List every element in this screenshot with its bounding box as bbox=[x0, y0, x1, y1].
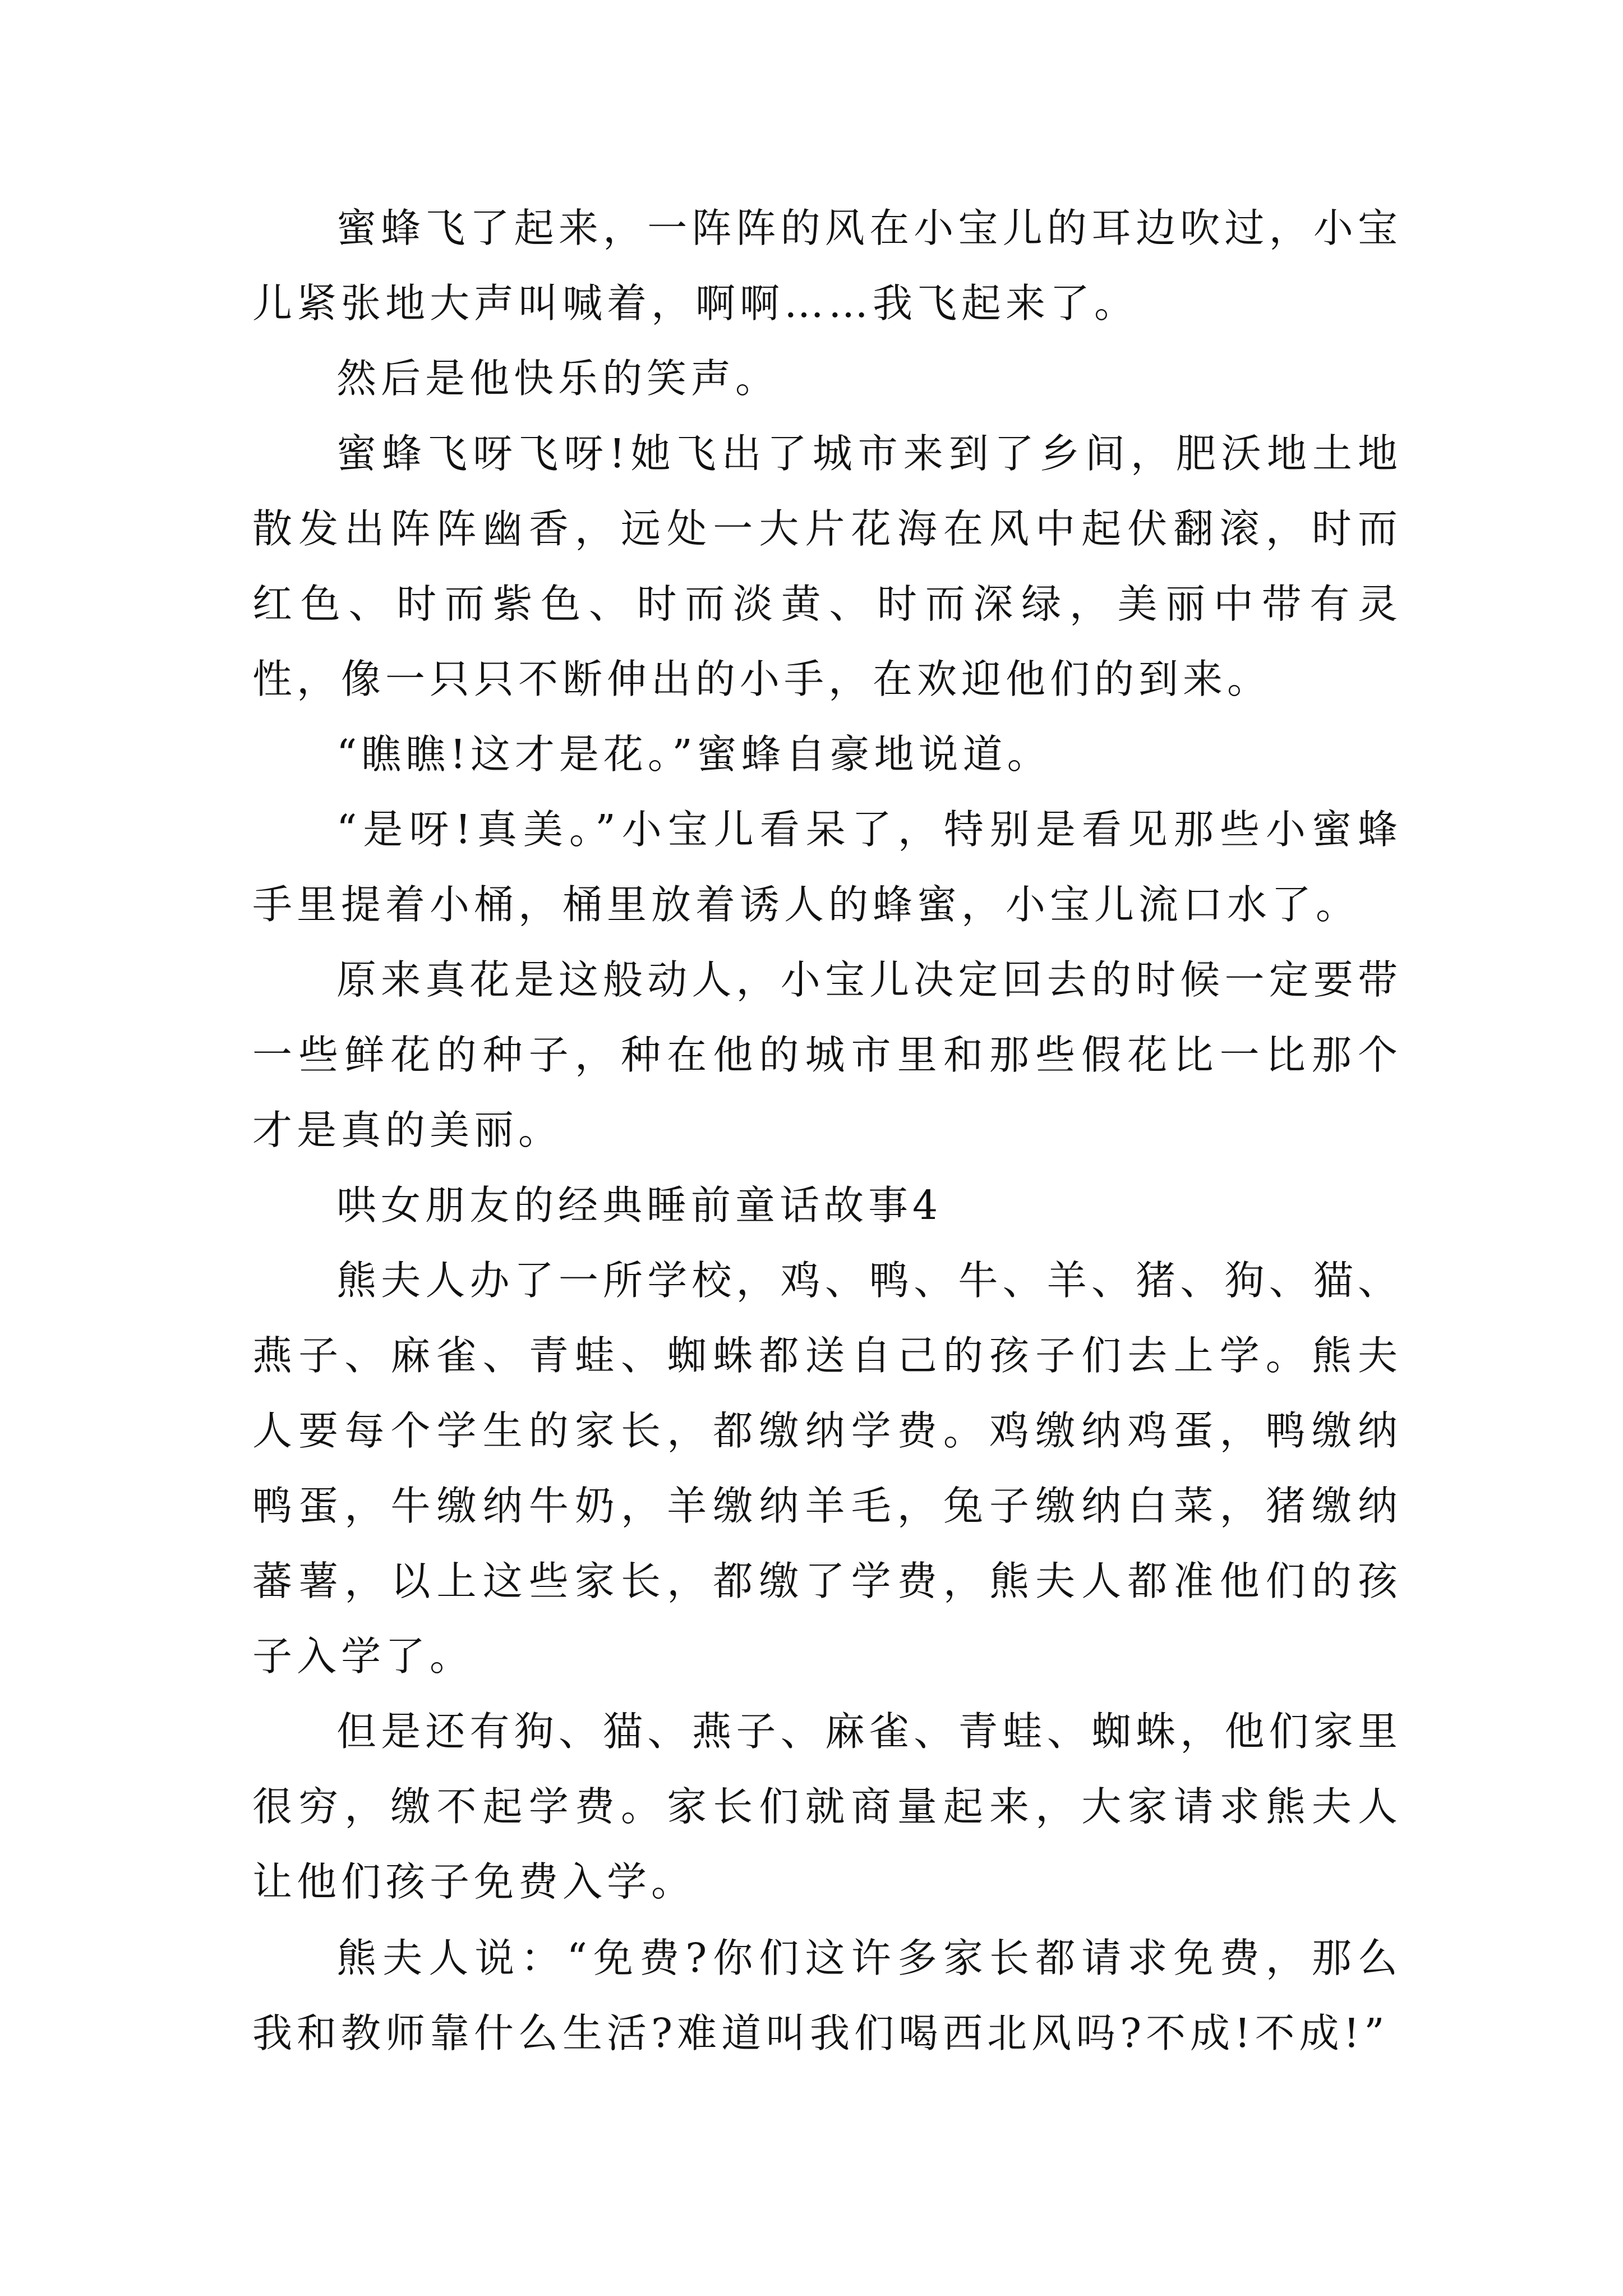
paragraph-so-beautiful: “是呀!真美。”小宝儿看呆了，特别是看见那些小蜜蜂手里提着小桶，桶里放着诱人的蜂蜜，小宝儿流口水了。 bbox=[252, 806, 1402, 928]
document-body bbox=[252, 191, 1402, 2071]
paragraph-countryside: 蜜蜂飞呀飞呀!她飞出了城市来到了乡间，肥沃地土地散发出阵阵幽香，远处一大片花海在风中起伏翻滚，时而红色、时而紫色、时而淡黄、时而深绿，美丽中带有灵性，像一只只不断伸出的小手，在欢迎他们的到来。 bbox=[252, 430, 1402, 702]
paragraph-mrs-bear-reply: 熊夫人说：“免费?你们这许多家长都请求免费，那么我和教师靠什么生活?难道叫我们喝西北风吗?不成!不成!” bbox=[252, 1935, 1402, 2056]
paragraph-school: 熊夫人办了一所学校，鸡、鸭、牛、羊、猪、狗、猫、燕子、麻雀、青蛙、蜘蛛都送自己的孩子们去上学。熊夫人要每个学生的家长，都缴纳学费。鸡缴纳鸡蛋，鸭缴纳鸭蛋，牛缴纳牛奶，羊缴纳羊毛，兔子缴纳白菜，猪缴纳蕃薯，以上这些家长，都缴了学费，熊夫人都准他们的孩子入学了。 bbox=[252, 1257, 1402, 1680]
paragraph-bee-flies: 蜜蜂飞了起来，一阵阵的风在小宝儿的耳边吹过，小宝儿紧张地大声叫喊着，啊啊……我飞起来了。 bbox=[252, 205, 1402, 326]
paragraph-real-flowers: “瞧瞧!这才是花。”蜜蜂自豪地说道。 bbox=[336, 731, 1052, 777]
paragraph-seeds: 原来真花是这般动人，小宝儿决定回去的时候一定要带一些鲜花的种子，种在他的城市里和那些假花比一比那个才是真的美丽。 bbox=[252, 956, 1402, 1153]
section-heading: 哄女朋友的经典睡前童话故事4 bbox=[336, 1182, 943, 1228]
paragraph-poor-families: 但是还有狗、猫、燕子、麻雀、青蛙、蜘蛛，他们家里很穷，缴不起学费。家长们就商量起来，大家请求熊夫人让他们孩子免费入学。 bbox=[252, 1708, 1402, 1905]
paragraph-laughter: 然后是他快乐的笑声。 bbox=[336, 355, 780, 402]
